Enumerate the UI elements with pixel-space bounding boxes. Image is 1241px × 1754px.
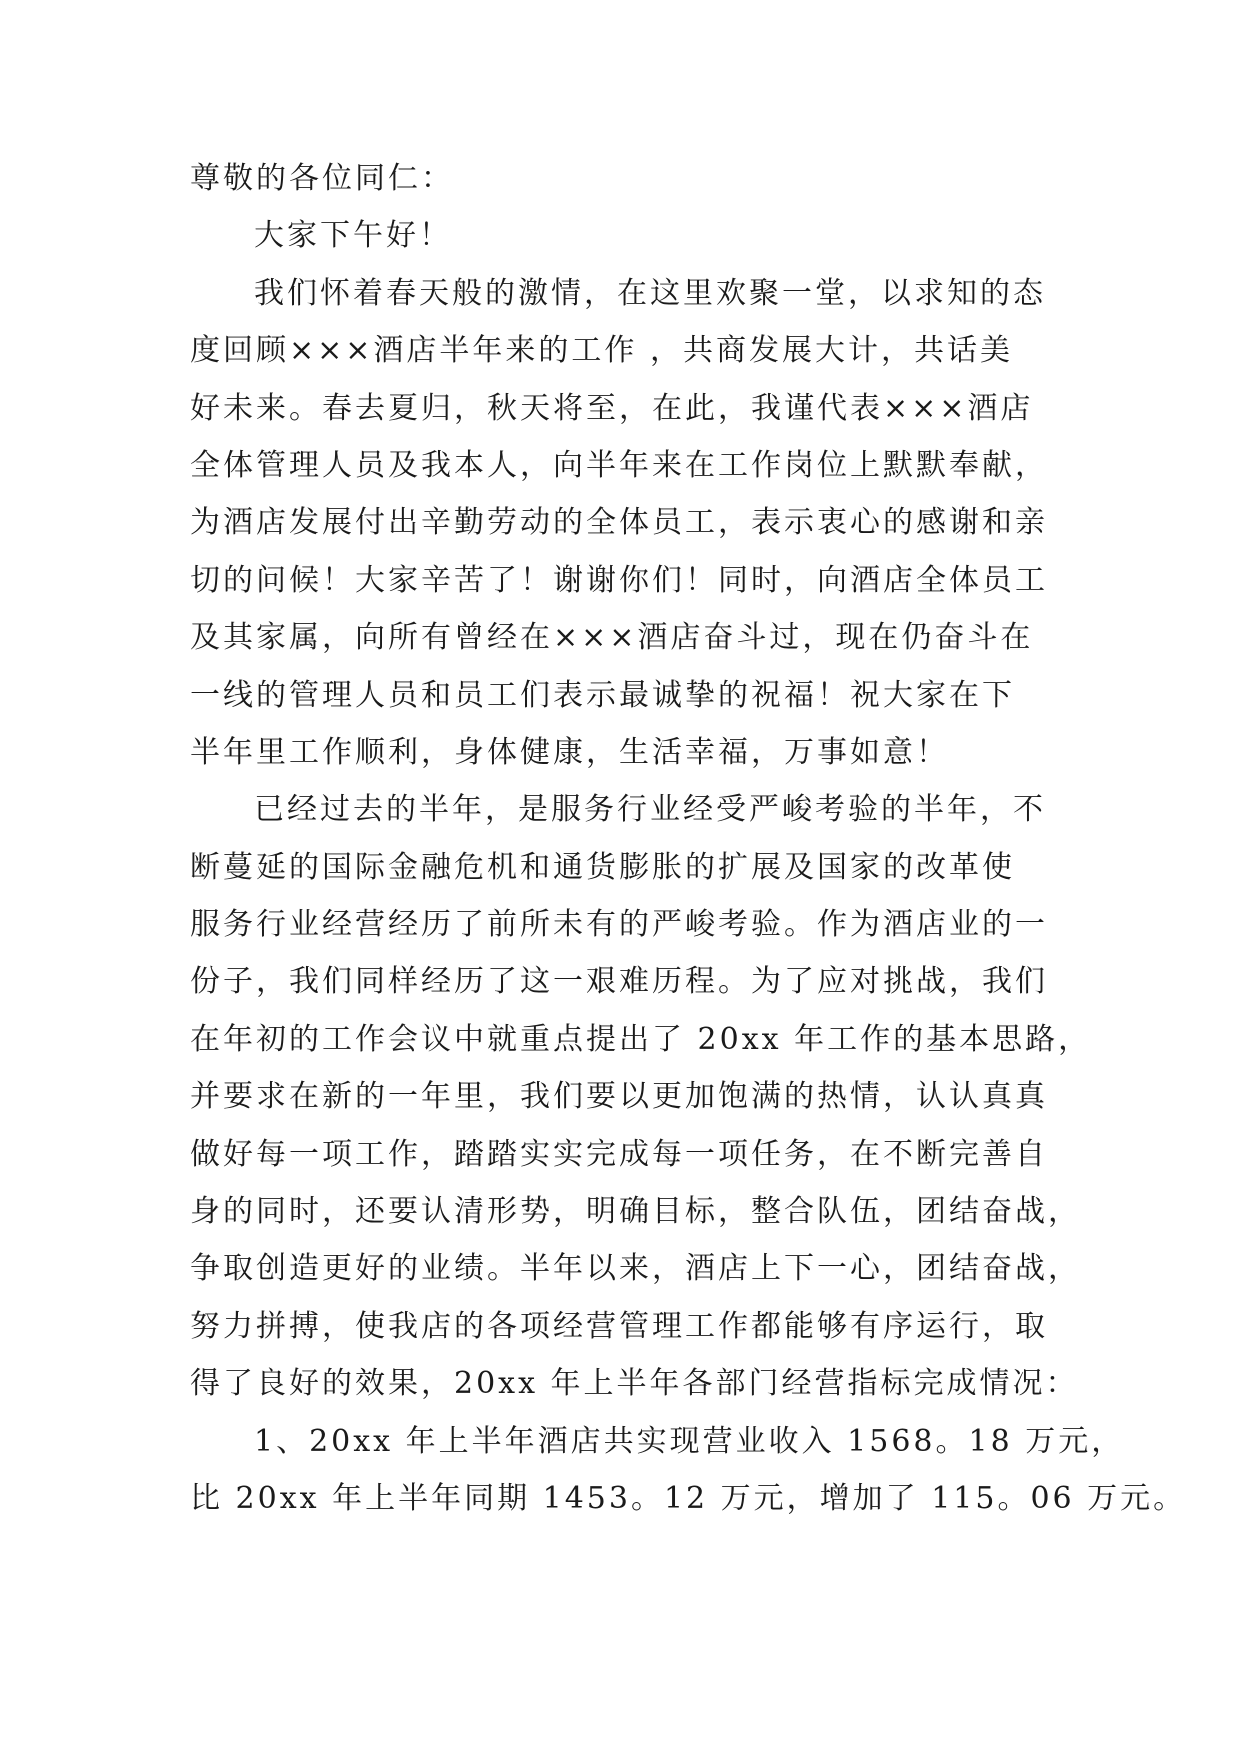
document-body: [190, 150, 1187, 1527]
text-line: 做好每一项工作，踏踏实实完成每一项任务，在不断完善自: [190, 1136, 1048, 1172]
text-line: 半年里工作顺利，身体健康，生活幸福，万事如意！: [190, 734, 949, 770]
text-line: 努力拼搏，使我店的各项经营管理工作都能够有序运行，取: [190, 1308, 1048, 1344]
greeting-line: 大家下午好！: [254, 218, 452, 254]
text-line: 服务行业经营经历了前所未有的严峻考验。作为酒店业的一: [190, 907, 1048, 943]
text-line: 切的问候！大家辛苦了！谢谢你们！同时，向酒店全体员工: [190, 562, 1048, 598]
text-line: 比 20xx 年上半年同期 1453。12 万元，增加了 115。06 万元。: [190, 1480, 1187, 1516]
text-line: 身的同时，还要认清形势，明确目标，整合队伍，团结奋战，: [190, 1194, 1081, 1230]
text-line: 并要求在新的一年里，我们要以更加饱满的热情，认认真真: [190, 1079, 1048, 1115]
salutation-line: 尊敬的各位同仁：: [190, 161, 454, 196]
text-line: 度回顾×××酒店半年来的工作 ，共商发展大计，共话美: [190, 333, 1013, 369]
text-line: 为酒店发展付出辛勤劳动的全体员工，表示衷心的感谢和亲: [190, 505, 1048, 541]
text-line: 我们怀着春天般的激情，在这里欢聚一堂，以求知的态: [254, 275, 1046, 311]
text-line: 份子，我们同样经历了这一艰难历程。为了应对挑战，我们: [190, 964, 1048, 1000]
text-line: 及其家属，向所有曾经在×××酒店奋斗过，现在仍奋斗在: [190, 620, 1034, 656]
text-line: 好未来。春去夏归，秋天将至，在此，我谨代表×××酒店: [190, 390, 1034, 426]
text-line: 得了良好的效果，20xx 年上半年各部门经营指标完成情况：: [190, 1366, 1079, 1402]
text-line: 一线的管理人员和员工们表示最诚挚的祝福！祝大家在下: [190, 677, 1015, 713]
text-line: 断蔓延的国际金融危机和通货膨胀的扩展及国家的改革使: [190, 849, 1015, 885]
text-line: 1、20xx 年上半年酒店共实现营业收入 1568。18 万元，: [254, 1423, 1125, 1459]
text-line: 全体管理人员及我本人，向半年来在工作岗位上默默奉献，: [190, 447, 1048, 483]
text-line: 争取创造更好的业绩。半年以来，酒店上下一心，团结奋战，: [190, 1251, 1081, 1287]
text-line: 在年初的工作会议中就重点提出了 20xx 年工作的基本思路，: [190, 1021, 1092, 1057]
text-line: 已经过去的半年，是服务行业经受严峻考验的半年，不: [254, 792, 1046, 828]
